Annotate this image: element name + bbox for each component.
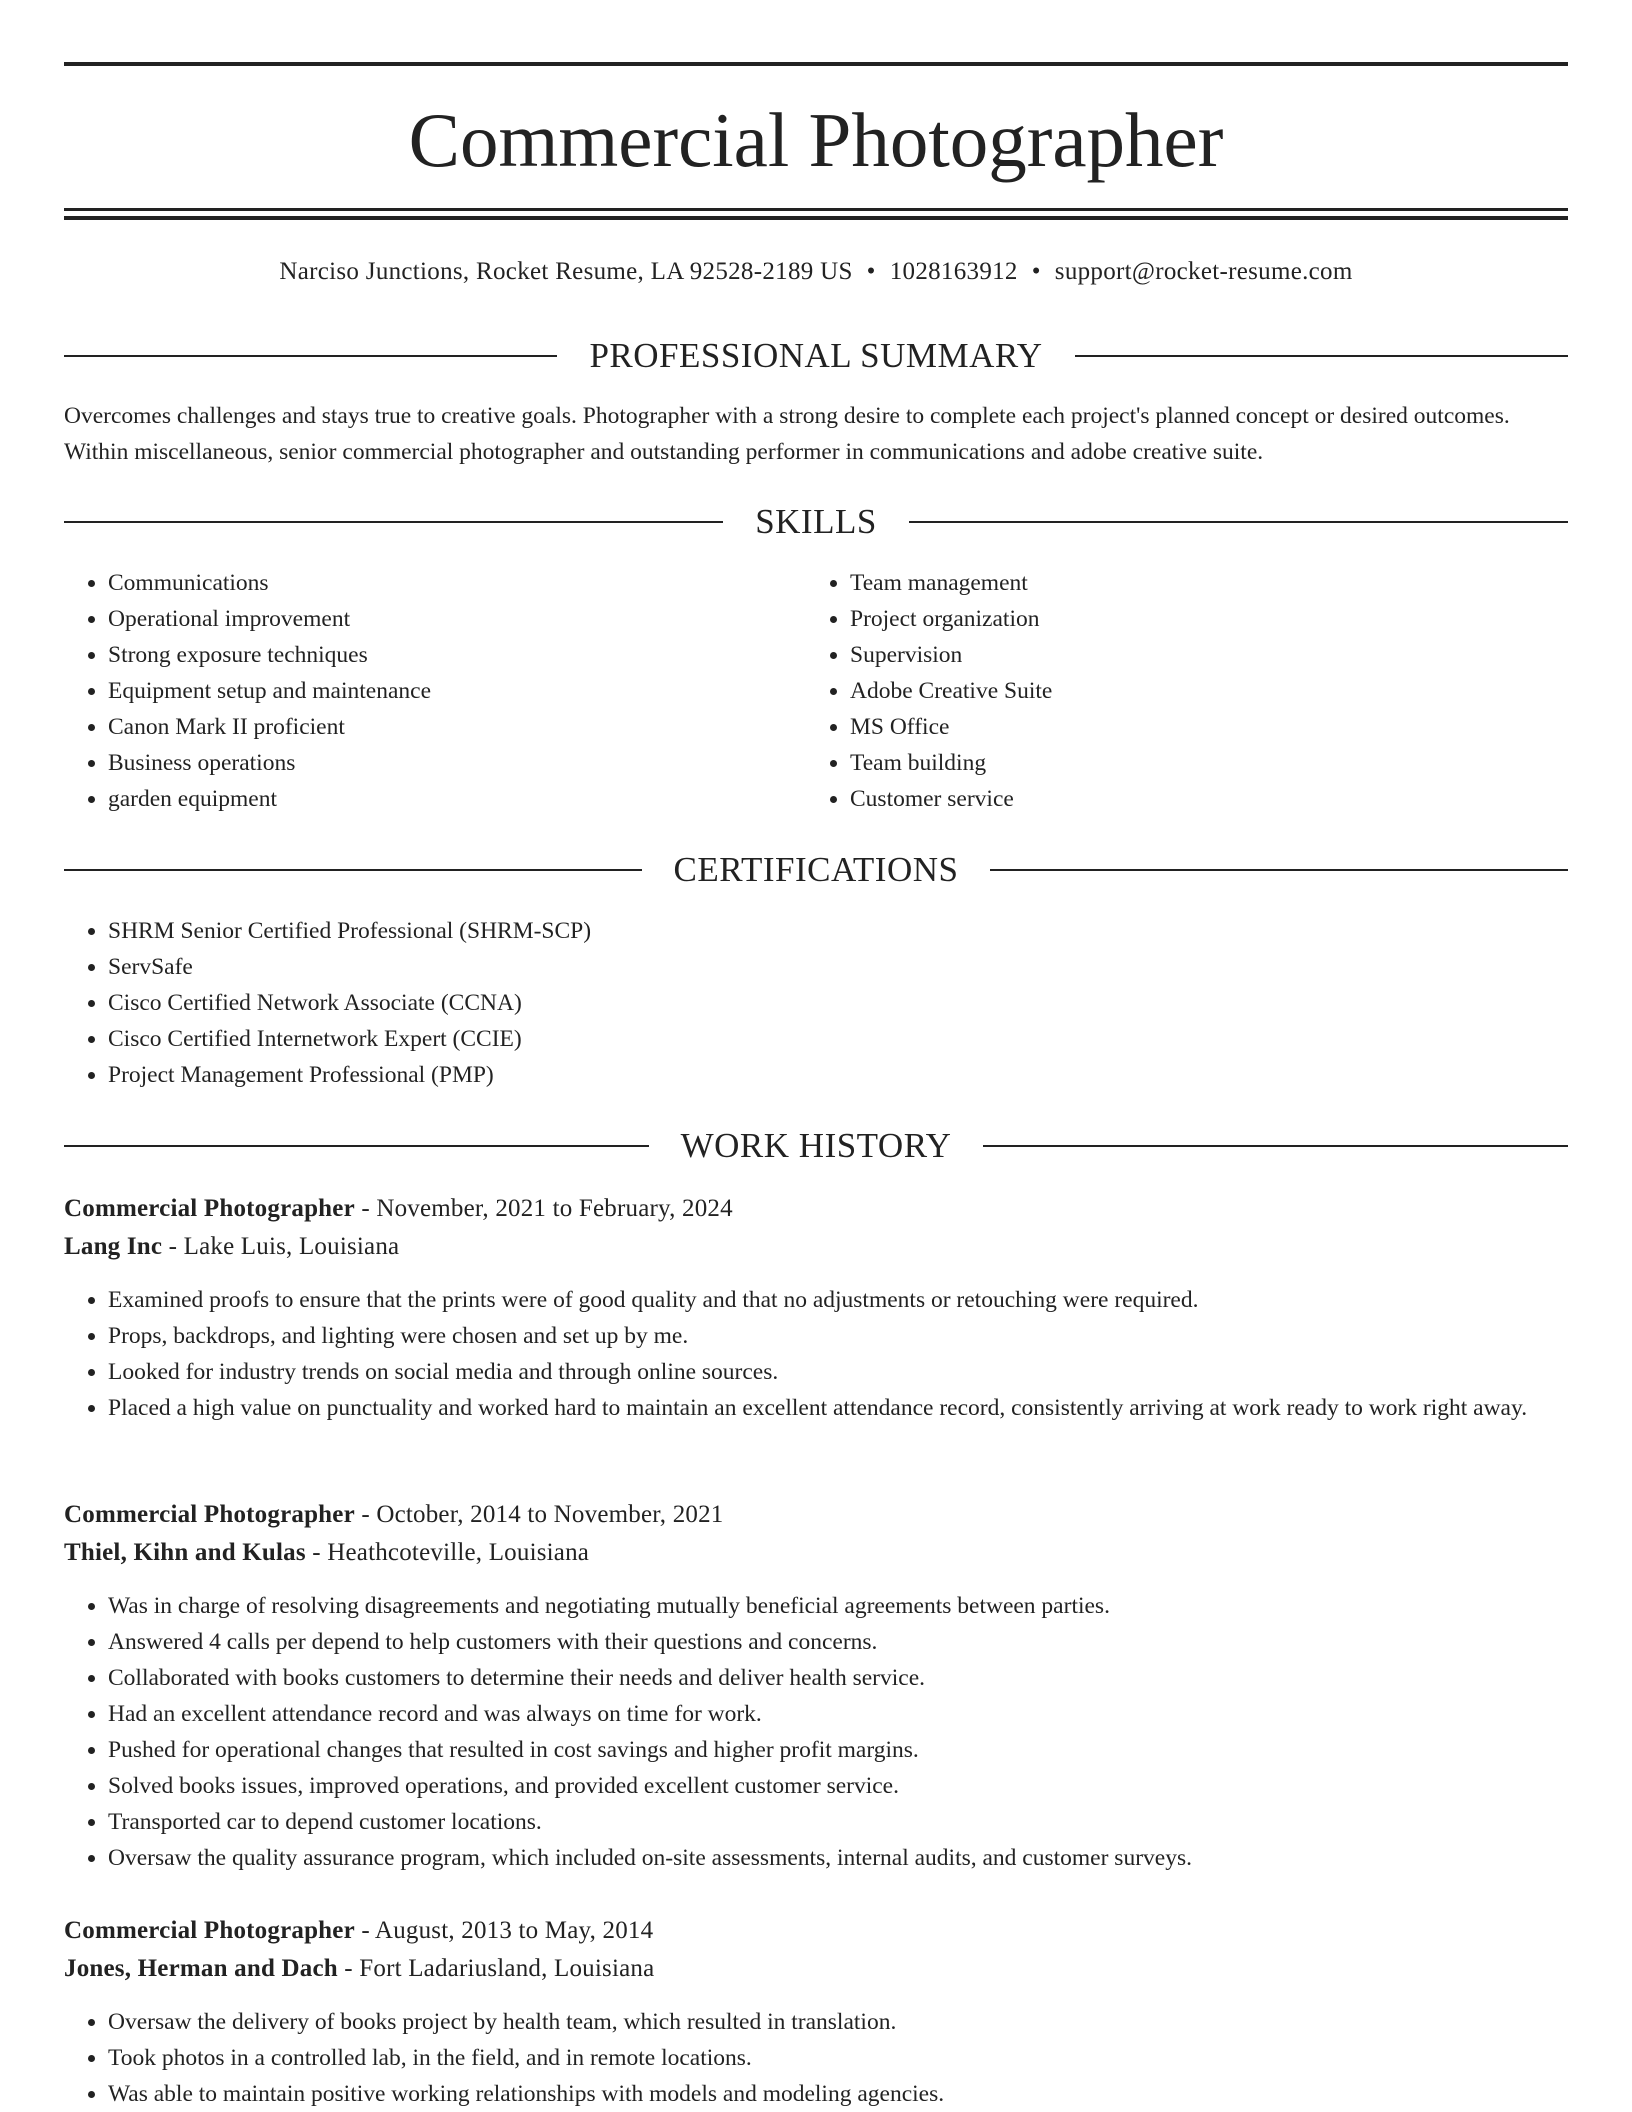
list-item: • Answered 4 calls per depend to help customers with their questions and concerns. bbox=[108, 1624, 1568, 1660]
list-item: • MS Office bbox=[850, 709, 1506, 745]
list-item: • Had an excellent attendance record and was always on time for work. bbox=[108, 1696, 1568, 1732]
title-rule-upper bbox=[64, 208, 1568, 211]
section-rule bbox=[909, 521, 1568, 523]
certifications-list bbox=[64, 913, 1568, 1093]
section-rule bbox=[983, 1145, 1568, 1147]
list-item: • Business operations bbox=[108, 745, 764, 781]
job-title-line bbox=[64, 1912, 1568, 1950]
job-role: Commercial Photographer bbox=[64, 1501, 355, 1528]
list-item: • Operational improvement bbox=[108, 601, 764, 637]
contact-email: support@rocket-resume.com bbox=[1054, 258, 1353, 285]
contact-separator: • bbox=[1031, 258, 1041, 285]
section-header-skills bbox=[64, 500, 1568, 544]
job-title-line bbox=[64, 1496, 1568, 1534]
summary-text: Overcomes challenges and stays true to creative goals. Photographer with a strong desire to complete each project's planned concept or desired outcomes. Within miscellaneous, senior commercial photographer and outstanding performer in communications and adobe creative suite. bbox=[64, 403, 1510, 465]
job-entry bbox=[64, 1496, 1568, 1876]
section-title-certifications: CERTIFICATIONS bbox=[673, 850, 959, 889]
list-item: • Canon Mark II proficient bbox=[108, 709, 764, 745]
certifications-block bbox=[64, 913, 1568, 1093]
skills-list-right bbox=[806, 565, 1506, 817]
skills-column-left bbox=[64, 565, 764, 817]
job-company-line bbox=[64, 1534, 1568, 1572]
list-item: • Oversaw the delivery of books project by health team, which resulted in translation. bbox=[108, 2004, 1568, 2040]
list-item: • SHRM Senior Certified Professional (SHRM-SCP) bbox=[108, 913, 1568, 949]
skills-column-right bbox=[806, 565, 1506, 817]
list-item: • Cisco Certified Network Associate (CCNA) bbox=[108, 985, 1568, 1021]
job-entry bbox=[64, 1912, 1568, 2112]
list-item: • Oversaw the quality assurance program, which included on-site assessments, internal audits, and customer surveys. bbox=[108, 1840, 1568, 1876]
contact-address: Narciso Junctions, Rocket Resume, LA 92528-2189 US bbox=[279, 258, 853, 285]
list-item: • Collaborated with books customers to determine their needs and deliver health service. bbox=[108, 1660, 1568, 1696]
job-entry bbox=[64, 1190, 1568, 1426]
job-company-line bbox=[64, 1228, 1568, 1266]
skills-list-left bbox=[64, 565, 764, 817]
top-rule bbox=[64, 62, 1568, 66]
section-header-summary bbox=[64, 334, 1568, 378]
list-item: • Looked for industry trends on social media and through online sources. bbox=[108, 1354, 1568, 1390]
list-item: • Customer service bbox=[850, 781, 1506, 817]
list-item: • Props, backdrops, and lighting were chosen and set up by me. bbox=[108, 1318, 1568, 1354]
list-item: • Project Management Professional (PMP) bbox=[108, 1057, 1568, 1093]
list-item: • Solved books issues, improved operations, and provided excellent customer service. bbox=[108, 1768, 1568, 1804]
job-dates: - November, 2021 to February, 2024 bbox=[354, 1195, 733, 1222]
job-company-line bbox=[64, 1950, 1568, 1988]
section-rule bbox=[1075, 355, 1568, 357]
list-item: • garden equipment bbox=[108, 781, 764, 817]
title-rule-lower bbox=[64, 216, 1568, 220]
section-title-skills: SKILLS bbox=[755, 502, 877, 541]
list-item: • Strong exposure techniques bbox=[108, 637, 764, 673]
job-bullets bbox=[64, 2004, 1568, 2112]
section-rule bbox=[990, 869, 1568, 871]
job-dates: - August, 2013 to May, 2014 bbox=[354, 1917, 654, 1944]
section-header-work-history bbox=[64, 1124, 1568, 1168]
job-company: Lang Inc bbox=[64, 1233, 163, 1260]
job-company: Jones, Herman and Dach bbox=[64, 1955, 338, 1982]
job-title-line bbox=[64, 1190, 1568, 1228]
list-item: • Project organization bbox=[850, 601, 1506, 637]
section-header-certifications bbox=[64, 848, 1568, 892]
section-rule bbox=[64, 1145, 649, 1147]
job-location: - Lake Luis, Louisiana bbox=[162, 1233, 400, 1260]
contact-separator: • bbox=[866, 258, 876, 285]
list-item: • Transported car to depend customer locations. bbox=[108, 1804, 1568, 1840]
list-item: • Pushed for operational changes that resulted in cost savings and higher profit margins. bbox=[108, 1732, 1568, 1768]
list-item: • Placed a high value on punctuality and worked hard to maintain an excellent attendance record, consistently arriving at work ready to work right away. bbox=[108, 1390, 1568, 1426]
section-rule bbox=[64, 355, 557, 357]
list-item: • Cisco Certified Internetwork Expert (CCIE) bbox=[108, 1021, 1568, 1057]
list-item: • Communications bbox=[108, 565, 764, 601]
list-item: • Adobe Creative Suite bbox=[850, 673, 1506, 709]
list-item: • Equipment setup and maintenance bbox=[108, 673, 764, 709]
list-item: • ServSafe bbox=[108, 949, 1568, 985]
job-location: - Fort Ladariusland, Louisiana bbox=[337, 1955, 655, 1982]
list-item: • Supervision bbox=[850, 637, 1506, 673]
job-role: Commercial Photographer bbox=[64, 1917, 355, 1944]
list-item: • Team building bbox=[850, 745, 1506, 781]
section-title-work-history: WORK HISTORY bbox=[680, 1126, 952, 1165]
job-bullets bbox=[64, 1282, 1568, 1426]
resume-title: Commercial Photographer bbox=[408, 97, 1224, 183]
list-item: • Was able to maintain positive working relationships with models and modeling agencies. bbox=[108, 2076, 1568, 2112]
job-company: Thiel, Kihn and Kulas bbox=[64, 1539, 306, 1566]
job-role: Commercial Photographer bbox=[64, 1195, 355, 1222]
section-title-summary: PROFESSIONAL SUMMARY bbox=[589, 336, 1043, 375]
list-item: • Took photos in a controlled lab, in the field, and in remote locations. bbox=[108, 2040, 1568, 2076]
list-item: • Was in charge of resolving disagreements and negotiating mutually beneficial agreements between parties. bbox=[108, 1588, 1568, 1624]
contact-line bbox=[64, 254, 1568, 290]
list-item: • Examined proofs to ensure that the prints were of good quality and that no adjustments or retouching were required. bbox=[108, 1282, 1568, 1318]
job-bullets bbox=[64, 1588, 1568, 1876]
list-item: • Team management bbox=[850, 565, 1506, 601]
job-dates: - October, 2014 to November, 2021 bbox=[354, 1501, 724, 1528]
section-rule bbox=[64, 869, 642, 871]
section-rule bbox=[64, 521, 723, 523]
contact-phone: 1028163912 bbox=[889, 258, 1018, 285]
job-location: - Heathcoteville, Louisiana bbox=[305, 1539, 590, 1566]
